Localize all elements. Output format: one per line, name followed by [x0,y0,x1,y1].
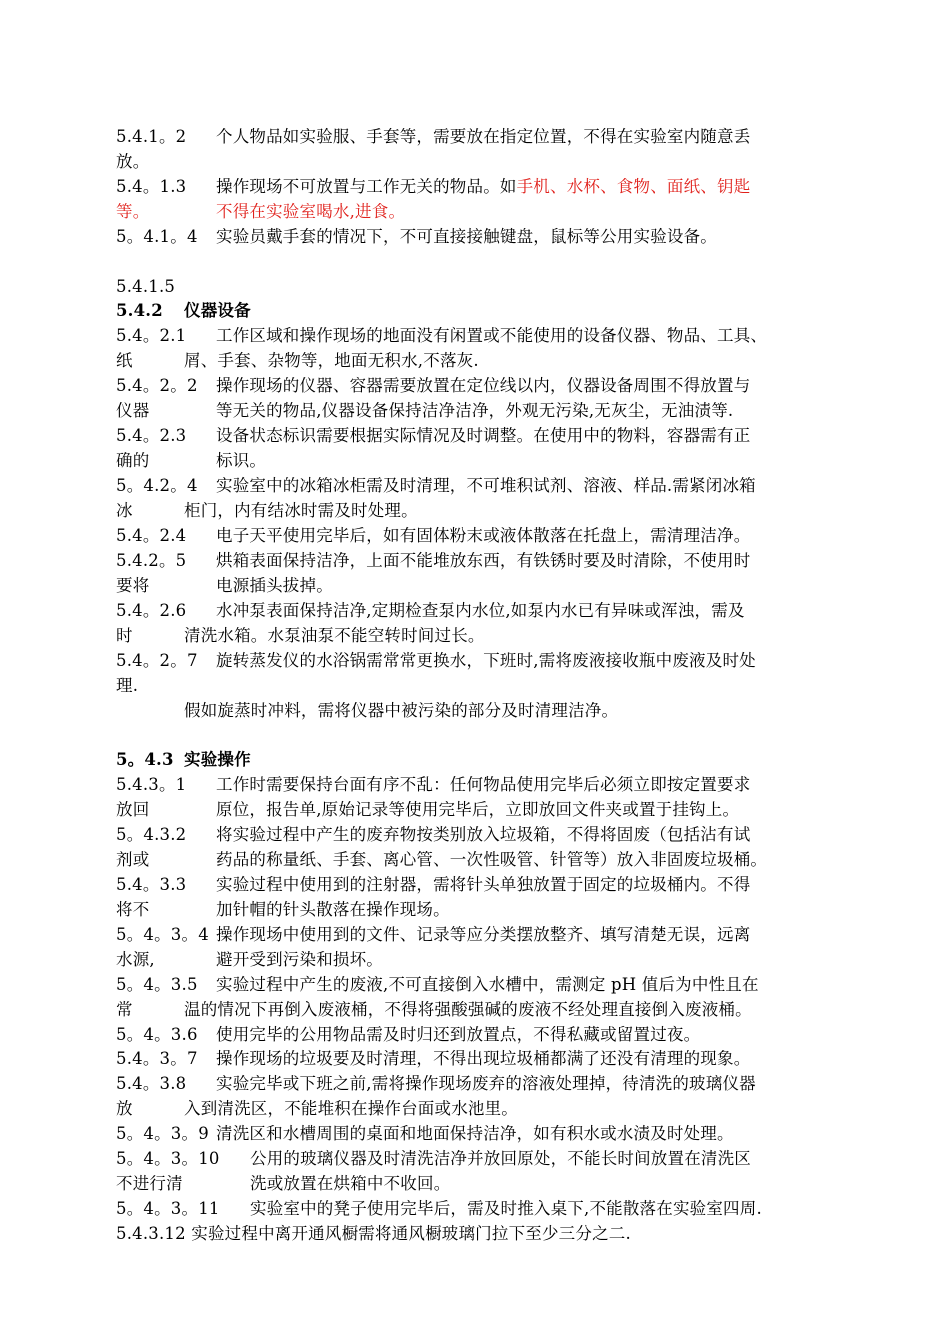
item-text: 实验完毕或下班之前,需将操作现场废弃的溶液处理掉，待清洗的玻璃仪器 [216,1074,756,1093]
item-text: 假如旋蒸时冲料，需将仪器中被污染的部分及时清理洁净。 [184,701,619,720]
item-number: 5。4.2。4 [116,476,198,495]
item-continuation-head: 仪器 [116,401,150,420]
item-number: 5.4。3.8 [116,1074,187,1093]
item-number: 5。4。3。4 [116,925,209,944]
item-text: 将实验过程中产生的废弃物按类别放入垃圾箱，不得将固废（包括沾有试 [216,825,751,844]
item-text: 工作时需要保持台面有序不乱：任何物品使用完毕后必须立即按定置要求 [216,775,751,794]
highlight-text: 手机、水杯、食物、面纸、钥匙 [516,177,751,196]
item-number: 5。4。3。10 [116,1149,220,1168]
item-number: 5。4。3.6 [116,1025,198,1044]
item-number: 5。4。3。11 [116,1199,220,1218]
item-number: 5.4。2。2 [116,376,198,395]
highlight-text: 不得在实验室喝水,进食。 [216,202,406,221]
item-text: 公用的玻璃仪器及时清洗洁净并放回原处，不能长时间放置在清洗区 [250,1149,751,1168]
item-text: 个人物品如实验服、手套等，需要放在指定位置，不得在实验室内随意丢 [216,127,751,146]
item-text: 电源插头拔掉。 [216,576,333,595]
item-text: 实验室中的冰箱冰柜需及时清理，不可堆积试剂、溶液、样品.需紧闭冰箱 [216,476,756,495]
item-text: 水冲泵表面保持洁净,定期检查泵内水位,如泵内水已有异味或浑浊，需及 [216,601,745,620]
item-text: 避开受到污染和损坏。 [216,950,383,969]
item-text: 电子天平使用完毕后，如有固体粉末或液体散落在托盘上，需清理洁净。 [216,526,751,545]
item-text-plain: 操作现场不可放置与工作无关的物品。如 [216,177,517,196]
item-text: 设备状态标识需要根据实际情况及时调整。在使用中的物料，容器需有正 [216,426,751,445]
item-text: 实验员戴手套的情况下，不可直接接触键盘，鼠标等公用实验设备。 [216,227,717,246]
item-text: 烘箱表面保持洁净，上面不能堆放东西，有铁锈时要及时清除，不使用时 [216,551,751,570]
section-title: 仪器设备 [184,301,251,320]
item-number: 5.4。3。7 [116,1049,198,1068]
item-text: 实验过程中产生的废液,不可直接倒入水槽中，需测定 pH 值后为中性且在 [216,975,759,994]
item-text: 清洗水箱。水泵油泵不能空转时间过长。 [184,626,485,645]
item-text: 5.4.3.12 实验过程中离开通风橱需将通风橱玻璃门拉下至少三分之二. [116,1224,631,1243]
item-text: 洗或放置在烘箱中不收回。 [250,1174,451,1193]
section-number: 5.4.2 [116,301,163,320]
item-continuation-head: 时 [116,626,133,645]
item-continuation-head: 确的 [116,451,150,470]
highlight-text: 等。 [116,202,150,221]
item-continuation-head: 剂或 [116,850,150,869]
item-text: 屑、手套、杂物等，地面无积水,不落灰. [184,351,479,370]
item-continuation-head: 冰 [116,501,133,520]
item-continuation-head: 不进行清 [116,1174,183,1193]
section-number: 5。4.3 [116,750,174,769]
item-number: 5.4。2.6 [116,601,187,620]
item-text: 温的情况下再倒入废液桶，不得将强酸强碱的废液不经处理直接倒入废液桶。 [184,1000,752,1019]
item-number: 5.4.2。5 [116,551,187,570]
item-text: 工作区域和操作现场的地面没有闲置或不能使用的设备仪器、物品、工具、 [216,326,768,345]
item-text: 药品的称量纸、手套、离心管、一次性吸管、针管等）放入非固废垃圾桶。 [216,850,768,869]
item-text: 标识。 [216,451,267,470]
item-continuation-head: 放 [116,1099,133,1118]
item-number: 5.4。2.4 [116,526,187,545]
item-number: 5。4。3。9 [116,1124,209,1143]
item-number: 5.4。3.3 [116,875,187,894]
item-text: 旋转蒸发仪的水浴锅需常常更换水，下班时,需将废液接收瓶中废液及时处 [216,651,756,670]
item-text: 加针帽的针头散落在操作现场。 [216,900,450,919]
item-text: 柜门，内有结冰时需及时处理。 [184,501,418,520]
item-text: 等无关的物品,仪器设备保持洁净洁净，外观无污染,无灰尘，无油渍等. [216,401,734,420]
item-text: 入到清洗区，不能堆积在操作台面或水池里。 [184,1099,518,1118]
section-title: 实验操作 [184,750,251,769]
item-number: 5.4。2.1 [116,326,187,345]
item-number: 5。4.1。4 [116,227,198,246]
item-text: 使用完毕的公用物品需及时归还到放置点，不得私藏或留置过夜。 [216,1025,701,1044]
item-number: 5。4。3.5 [116,975,198,994]
item-number: 5.4。1.3 [116,177,187,196]
item-continuation-head: 放回 [116,800,150,819]
item-continuation-head: 纸 [116,351,133,370]
item-text: 原位，报告单,原始记录等使用完毕后，立即放回文件夹或置于挂钩上。 [216,800,740,819]
item-text: 操作现场的仪器、容器需要放置在定位线以内，仪器设备周围不得放置与 [216,376,751,395]
item-text [216,174,750,199]
item-text: 放。 [116,152,150,171]
item-continuation-head: 常 [116,1000,133,1019]
item-number: 5.4.1.5 [116,277,176,296]
item-number: 5.4。2。7 [116,651,198,670]
item-number: 5.4.3。1 [116,775,187,794]
item-text: 操作现场的垃圾要及时清理，不得出现垃圾桶都满了还没有清理的现象。 [216,1049,751,1068]
item-text: 理. [116,676,139,695]
item-continuation-head: 要将 [116,576,150,595]
item-text: 清洗区和水槽周围的桌面和地面保持洁净，如有积水或水渍及时处理。 [216,1124,734,1143]
item-text: 实验室中的凳子使用完毕后，需及时推入桌下,不能散落在实验室四周. [250,1199,762,1218]
item-number: 5.4。2.3 [116,426,187,445]
item-continuation-head: 水源, [116,950,155,969]
item-number: 5.4.1。2 [116,127,187,146]
item-number: 5。4.3.2 [116,825,187,844]
item-text: 操作现场中使用到的文件、记录等应分类摆放整齐、填写清楚无误，远离 [216,925,751,944]
item-continuation-head: 将不 [116,900,150,919]
item-text: 实验过程中使用到的注射器，需将针头单独放置于固定的垃圾桶内。不得 [216,875,751,894]
